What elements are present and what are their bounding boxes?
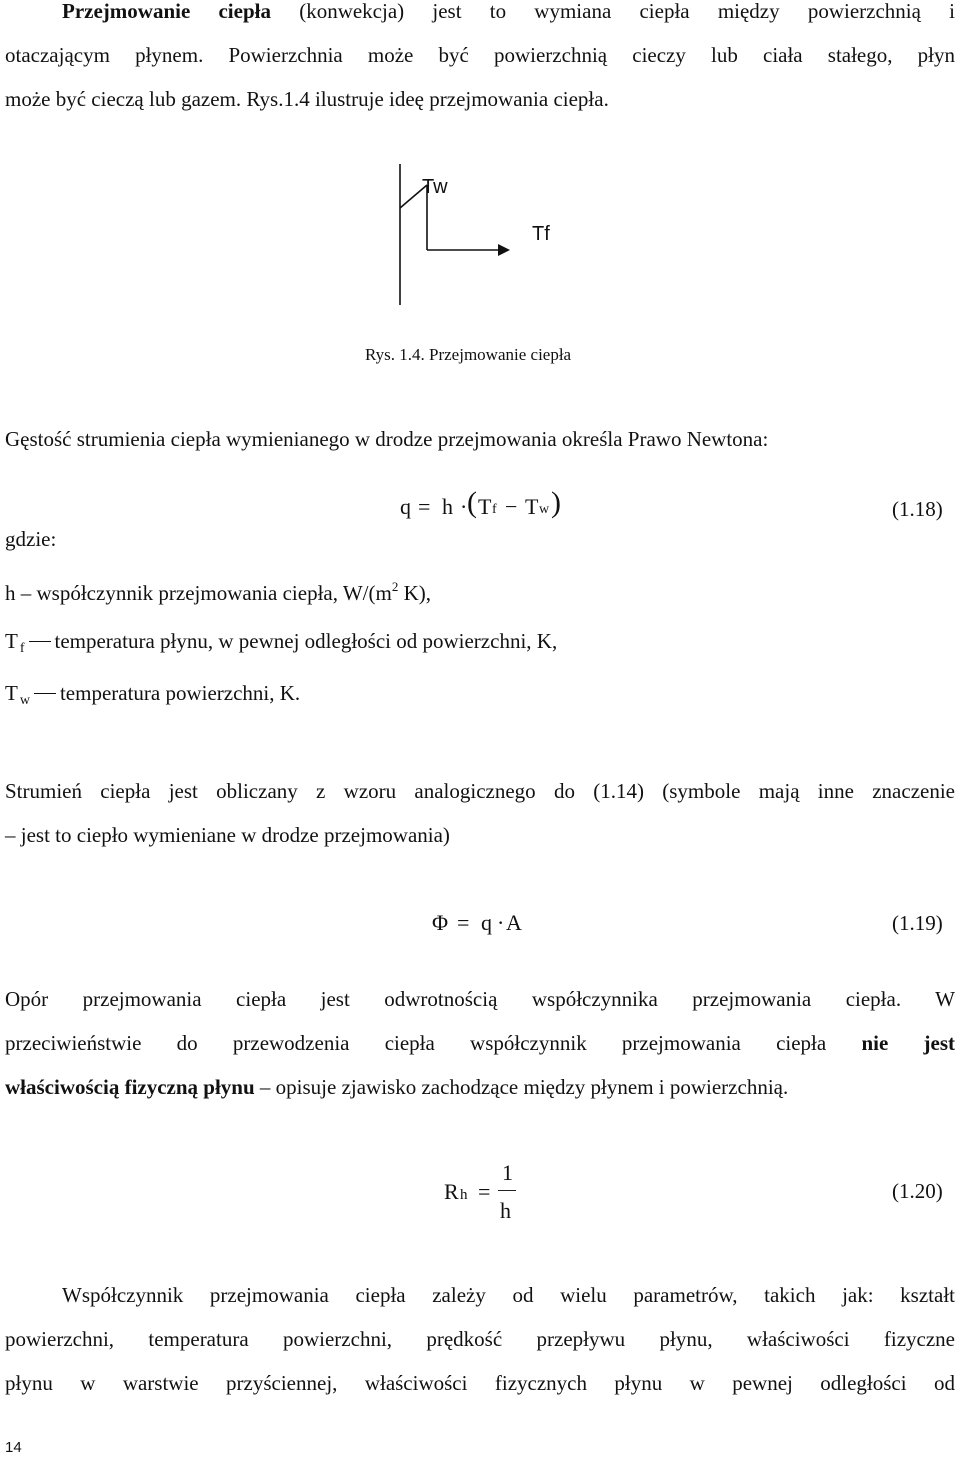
label-tf: Tf (532, 223, 550, 245)
para3-line3: właściwością fizyczną płynu – opisuje zjawisko zachodzące między płynem i powierzchnią. (5, 1075, 789, 1099)
eq119-number: (1.19) (892, 911, 943, 935)
eq118-minus: − (505, 494, 518, 519)
eq118-h: h (442, 494, 453, 519)
dash (29, 641, 51, 643)
eq118-equals: = (418, 494, 431, 519)
eq120-R: R (444, 1179, 459, 1204)
eq120-fraction-bar (498, 1190, 516, 1191)
eq118-T1: T (478, 494, 492, 519)
para2-line1: Strumień ciepła jest obliczany z wzoru analogicznego do (1.14) (symbole mają inne znaczenie (5, 779, 955, 803)
eq118-lparen: ( (467, 486, 477, 519)
para1-line1-rest: (konwekcja) jest to wymiana ciepła między powierzchnią i (299, 0, 955, 23)
eq120-equals: = (478, 1179, 491, 1204)
eq118-T2: T (525, 494, 539, 519)
heat-flow-arrow-head (498, 244, 510, 256)
para1-bold-term: Przejmowanie ciepła (62, 0, 271, 23)
definition-tf: T $_f$ temperatura płynu, w pewnej odległości od powierzchni, K, (5, 629, 558, 656)
eq120-denominator: h (500, 1198, 511, 1223)
para3-bold-property: właściwością fizyczną płynu (5, 1075, 255, 1099)
eq118-sub-w: w (539, 502, 550, 517)
eq120-sub-h: h (460, 1187, 468, 1203)
para4-line2: powierzchni, temperatura powierzchni, prędkość przepływu płynu, właściwości fizyczne (5, 1327, 955, 1351)
para3-line2: przeciwieństwie do przewodzenia ciepła współczynnik przejmowania ciepła nie jest (5, 1031, 955, 1055)
eq119-q: q (481, 910, 492, 935)
gdzie-label: gdzie: (5, 527, 57, 551)
para1-line3: może być cieczą lub gazem. Rys.1.4 ilustruje ideę przejmowania ciepła. (5, 87, 609, 111)
eq118-q: q (400, 494, 411, 519)
label-tw: Tw (422, 176, 448, 198)
para1-line1 (62, 0, 955, 24)
figure-diagram (390, 160, 590, 310)
eq119-A: A (506, 910, 522, 935)
figure-caption: Rys. 1.4. Przejmowanie ciepła (365, 345, 572, 364)
eq118-number: (1.18) (892, 497, 943, 521)
eq120-number: (1.20) (892, 1179, 943, 1203)
para3-bold-nie-jest: nie jest (861, 1031, 955, 1055)
eq118-sub-f: f (492, 502, 497, 517)
para3-line1: Opór przejmowania ciepła jest odwrotnością współczynnika przejmowania ciepła. W (5, 987, 955, 1011)
eq118-dot: · (460, 494, 468, 519)
definition-tw: T $_w$ temperatura powierzchni, K. (5, 681, 301, 708)
para4-line3: płynu w warstwie przyściennej, właściwości fizycznych płynu w pewnej odległości od (5, 1371, 955, 1395)
eq119-equals: = (457, 910, 470, 935)
newton-sentence: Gęstość strumienia ciepła wymienianego w drodze przejmowania określa Prawo Newtona: (5, 427, 769, 451)
eq120-numerator: 1 (502, 1160, 513, 1185)
dash (34, 693, 56, 695)
page-number: 14 (5, 1439, 22, 1456)
para1-line2: otaczającym płynem. Powierzchnia może być powierzchnią cieczy lub ciała stałego, płyn (5, 43, 955, 67)
eq118-rparen: ) (551, 486, 561, 519)
para2-line2: – jest to ciepło wymieniane w drodze przejmowania) (5, 823, 450, 847)
definition-h-superscript: 2 (391, 579, 399, 594)
definition-h: h – współczynnik przejmowania ciepła, $W/(m^2$ K), (5, 579, 432, 605)
para4-line1: Współczynnik przejmowania ciepła zależy od wielu parametrów, takich jak: kształt (62, 1283, 955, 1307)
eq119-dot: · (497, 910, 505, 935)
eq119-phi: Φ (432, 910, 449, 935)
